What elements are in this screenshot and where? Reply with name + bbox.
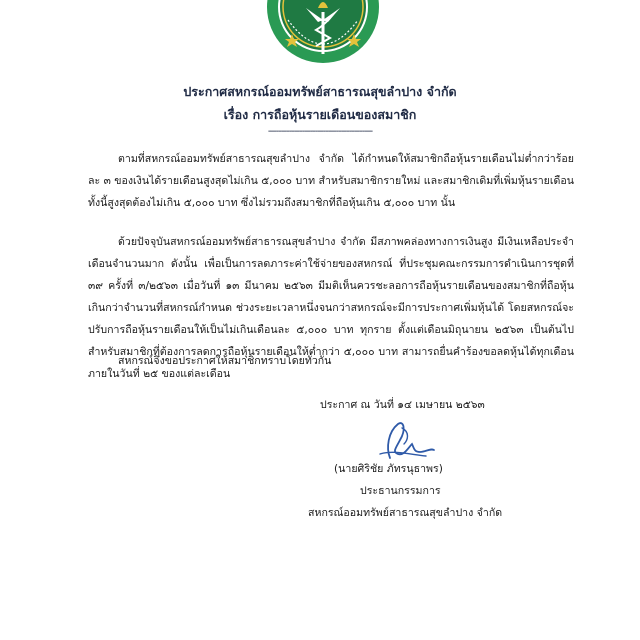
body-paragraph-2: ด้วยปัจจุบันสหกรณ์ออมทรัพย์สาธารณสุขลำปาง จำกัด มีสภาพคล่องทางการเงินสูง มีเงินเหลือประจำเดือนจำนวนมาก ดังนั้น เพื่อเป็นการลดภาระค่าใช้จ่ายของสหกรณ์ ที่ประชุมคณะกรรมการดำเนินการชุดที่ ๓๙ ครั้งที่ ๓/๒๕๖๓ เมื่อวันที่ ๑๓ มีนาคม ๒๕๖๓ มีมติเห็นควรชะลอการถือหุ้นรายเดือนของสมาชิกที่ถือหุ้นเกินกว่าจำนวนที่สหกรณ์กำหนด ช่วงระยะเวลาหนึ่งจนกว่าสหกรณ์จะมีการประกาศเพิ่มหุ้นได้ โดยสหกรณ์จะปรับการถือหุ้นรายเดือนให้เป็นไม่เกินเดือนละ ๕,๐๐๐ บาท ทุกราย ตั้งแต่เดือนมิถุนายน ๒๕๖๓ เป็นต้นไป สำหรับสมาชิกที่ต้องการลดการถือหุ้นรายเดือนให้ต่ำกว่า ๕,๐๐๐ บาท สามารถยื่นคำร้องขอลดหุ้นได้ทุกเดือนภายในวันที่ ๒๕ ของแต่ละเดือน [88, 236, 574, 380]
signatory-organization: สหกรณ์ออมทรัพย์สาธารณสุขลำปาง จำกัด [308, 507, 503, 519]
signatory-name: (นายศิริชัย ภัทรนุธาพร) [334, 463, 443, 475]
handwritten-signature-icon [368, 418, 438, 462]
emblem-graphic [266, 0, 380, 64]
title-divider: ---------------------------------------- [267, 126, 373, 137]
announcement-subject: เรื่อง การถือหุ้นรายเดือนของสมาชิก [223, 107, 417, 122]
body-paragraph-1: ตามที่สหกรณ์ออมทรัพย์สาธารณสุขลำปาง จำกัด ได้กำหนดให้สมาชิกถือหุ้นรายเดือนไม่ต่ำกว่าร้อยละ ๓ ของเงินได้รายเดือนสูงสุดไม่เกิน ๕,๐๐๐ บาท สำหรับสมาชิกรายใหม่ และสมาชิกเดิมที่เพิ่มหุ้นรายเดือน ทั้งนี้สูงสุดต้องไม่เกิน ๕,๐๐๐ บาท ซึ่งไม่รวมถึงสมาชิกที่ถือหุ้นเกิน ๕,๐๐๐ บาท นั้น [88, 153, 574, 209]
body-paragraph-3: สหกรณ์จึงขอประกาศให้สมาชิกทราบโดยทั่วกัน [118, 355, 332, 367]
cooperative-emblem-icon [266, 0, 380, 64]
announcement-title: ประกาศสหกรณ์ออมทรัพย์สาธารณสุขลำปาง จำกัด [183, 84, 457, 99]
announcement-date: ประกาศ ณ วันที่ ๑๔ เมษายน ๒๕๖๓ [320, 399, 485, 411]
signatory-position: ประธานกรรมการ [360, 485, 441, 497]
